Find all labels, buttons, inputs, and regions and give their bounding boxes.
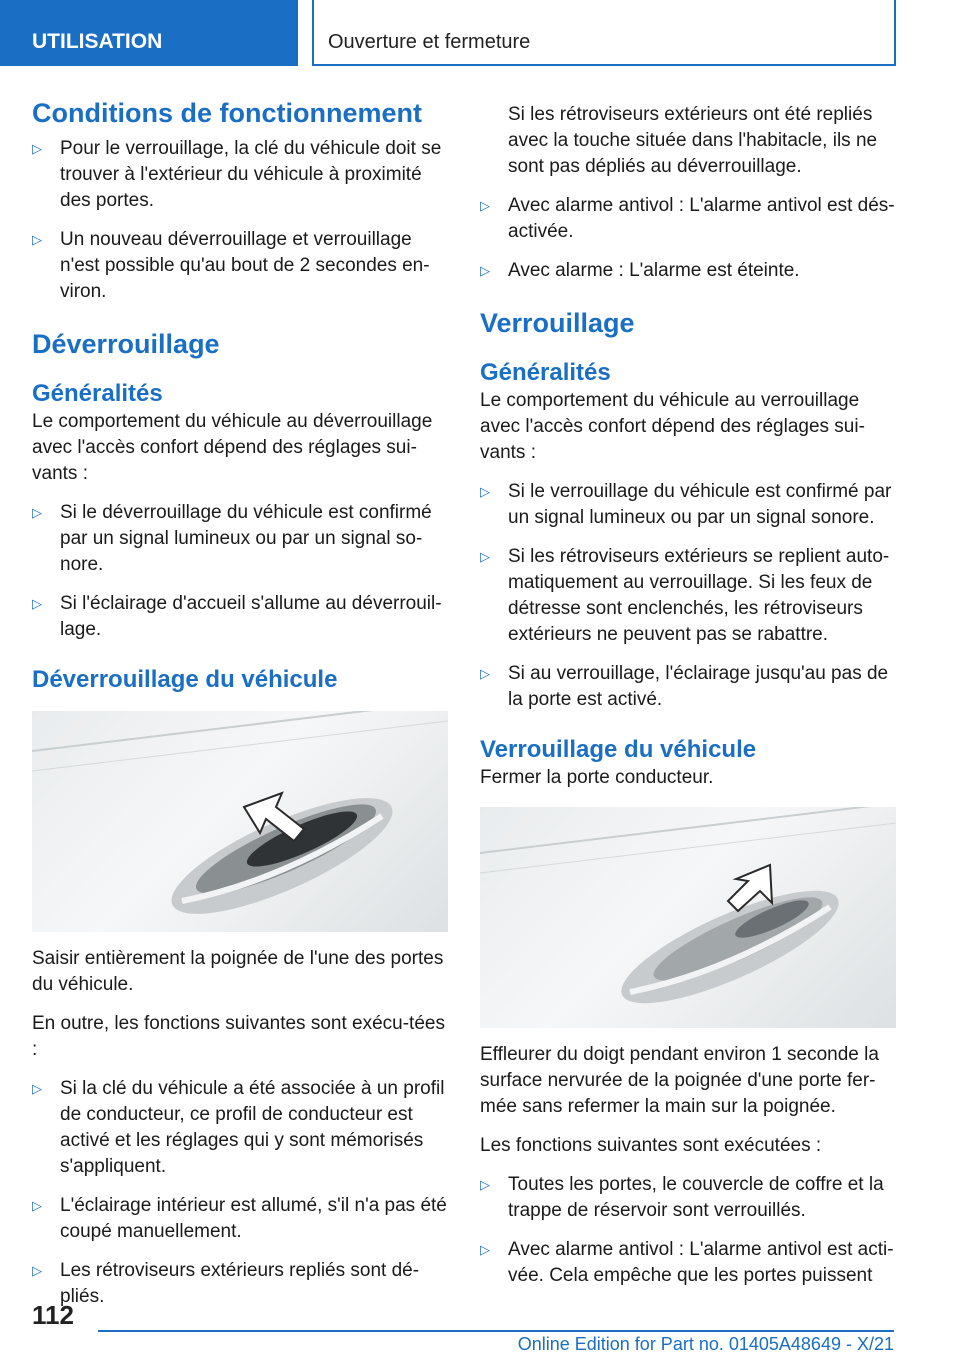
triangle-bullet-icon: ▷ [480,1242,490,1257]
paragraph-generalites-verr: Le comportement du véhicule au verrouillage avec l'accès confort dépend des réglages sui-vants : [480,390,865,463]
fonctions-list [32,1076,448,1310]
section-label: UTILISATION [0,0,298,66]
heading-generalites: Généralités [32,380,163,407]
list-item: ▷ L'éclairage intérieur est allumé, s'il n'a pas été coupé manuellement. [32,1195,447,1242]
list-item: ▷ Avec alarme antivol : L'alarme antivol est dés-activée. [480,195,895,242]
page-header [0,0,960,66]
right-column [480,102,896,1302]
left-column [32,96,448,1323]
triangle-bullet-icon: ▷ [32,596,42,611]
triangle-bullet-icon: ▷ [480,666,490,681]
list-item: ▷ Si la clé du véhicule a été associée à un profil de conducteur, ce profil de conducteur est activé et les réglages qui y sont mémorisés s'appliquent. [32,1078,445,1177]
list-item: ▷ Toutes les portes, le couvercle de coffre et la trappe de réservoir sont verrouillés. [480,1174,884,1221]
triangle-bullet-icon: ▷ [480,484,490,499]
list-item: ▷ Un nouveau déverrouillage et verrouillage n'est possible qu'au bout de 2 secondes en-viron. [32,229,430,302]
heading-deverrouillage-vehicule: Déverrouillage du véhicule [32,666,338,693]
door-handle-figure [32,711,448,932]
edition-text: Online Edition for Part no. 01405A48649 - X/21 [517,1334,894,1354]
list-item: ▷ Si le verrouillage du véhicule est confirmé par un signal lumineux ou par un signal sonore. [480,481,892,528]
list-item: ▷ Avec alarme : L'alarme est éteinte. [480,258,896,284]
heading-conditions: Conditions de fonctionnement [32,98,422,128]
paragraph-fermer: Fermer la porte conducteur. [480,767,714,788]
triangle-bullet-icon: ▷ [480,198,490,213]
paragraph-effleurer: Effleurer du doigt pendant environ 1 seconde la surface nervurée de la poignée d'une porte fer-mée sans refermer la main sur la poignée. [480,1044,879,1117]
triangle-bullet-icon: ▷ [32,505,42,520]
triangle-bullet-icon: ▷ [480,263,490,278]
chapter-title: Ouverture et fermeture [312,0,896,66]
list-item: ▷ Les rétroviseurs extérieurs repliés sont dé-pliés. [32,1260,420,1307]
list-item: ▷ Si l'éclairage d'accueil s'allume au déverrouil-lage. [32,593,442,640]
door-handle-touch-illustration [480,807,896,1028]
paragraph-en-outre: En outre, les fonctions suivantes sont exécu-tées : [32,1013,445,1060]
page-number: 112 [32,1300,74,1330]
list-item: ▷ Si le déverrouillage du véhicule est confirmé par un signal lumineux ou par un signal so-nore. [32,502,432,575]
paragraph-saisir: Saisir entièrement la poignée de l'une des portes du véhicule. [32,948,444,995]
triangle-bullet-icon: ▷ [480,1177,490,1192]
alarme-list [480,193,896,284]
heading-generalites-verr: Généralités [480,359,611,386]
paragraph-retroviseurs: Si les rétroviseurs extérieurs ont été repliés avec la touche située dans l'habitacle, ils ne sont pas dépliés au déverrouillage. [508,104,878,177]
triangle-bullet-icon: ▷ [32,232,42,247]
list-item: ▷ Pour le verrouillage, la clé du véhicule doit se trouver à l'extérieur du véhicule à proximité des portes. [32,138,442,211]
generalites-list [32,500,448,643]
heading-verrouillage: Verrouillage [480,308,635,338]
paragraph-suivantes: Les fonctions suivantes sont exécutées : [480,1135,822,1156]
heading-verrouillage-vehicule: Verrouillage du véhicule [480,736,757,763]
triangle-bullet-icon: ▷ [32,1198,42,1213]
triangle-bullet-icon: ▷ [32,1263,42,1278]
door-handle-touch-figure [480,807,896,1028]
triangle-bullet-icon: ▷ [32,1081,42,1096]
footer-divider [98,1330,894,1332]
conditions-list [32,136,448,305]
paragraph-generalites: Le comportement du véhicule au déverrouillage avec l'accès confort dépend des réglages sui-vants : [32,411,433,484]
heading-deverrouillage: Déverrouillage [32,329,220,359]
triangle-bullet-icon: ▷ [480,549,490,564]
list-item: ▷ Si au verrouillage, l'éclairage jusqu'au pas de la porte est activé. [480,663,889,710]
triangle-bullet-icon: ▷ [32,141,42,156]
list-item: ▷ Si les rétroviseurs extérieurs se replient auto-matiquement au verrouillage. Si les feux de détresse sont enclenchés, les rétroviseurs extérieurs ne peuvent pas se rabattre. [480,546,890,645]
door-handle-illustration [32,711,448,932]
generalites-verr-list [480,479,896,713]
fonctions-verr-list [480,1172,896,1289]
list-item: ▷ Avec alarme antivol : L'alarme antivol est acti-vée. Cela empêche que les portes puissent [480,1239,894,1286]
